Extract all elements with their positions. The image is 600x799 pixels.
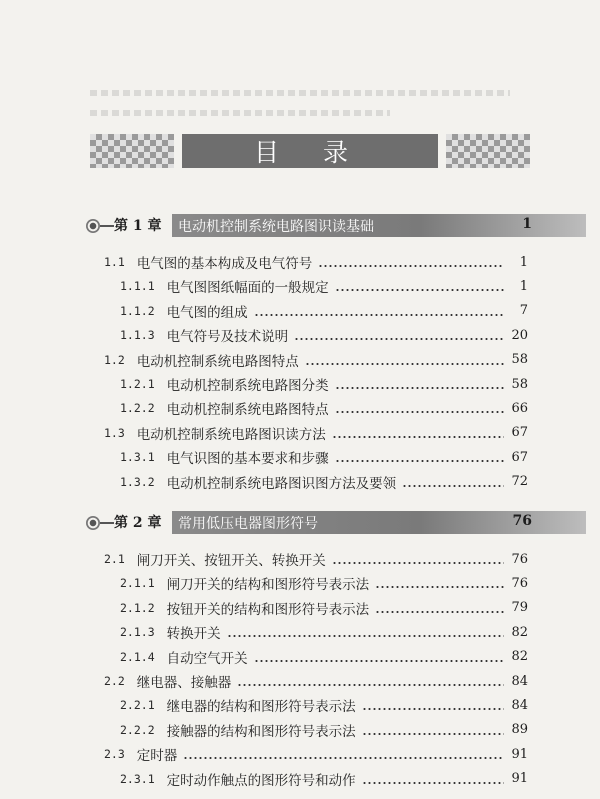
toc-subsection	[120, 769, 528, 789]
toc-subsection	[120, 447, 528, 467]
toc-subsection-number: 1.3.1	[120, 450, 155, 465]
toc-section-title: 电动机控制系统电路图识读方法	[136, 426, 326, 443]
dot-leader	[254, 314, 504, 316]
toc-section-title: 定时器	[136, 748, 178, 765]
toc-subsection-title: 按钮开关的结构和图形符号表示法	[166, 601, 370, 618]
toc-subsection-page: 82	[511, 649, 528, 665]
toc-subsection	[120, 573, 528, 593]
toc-title-band	[90, 134, 530, 168]
toc-subsection-page: 66	[511, 400, 528, 416]
toc-subsection-number: 1.2.2	[120, 401, 155, 416]
dot-leader	[227, 635, 504, 637]
toc-section-number: 1.2	[104, 352, 125, 367]
dot-leader	[318, 265, 504, 267]
toc-subsection	[120, 276, 528, 296]
toc-section-page: 76	[511, 551, 528, 567]
toc-subsection-title: 转换开关	[166, 626, 221, 643]
toc-subsection	[120, 301, 528, 321]
dot-leader	[335, 460, 504, 462]
dot-leader	[335, 411, 504, 413]
toc-subsection-number: 2.3.1	[120, 771, 155, 786]
toc-subsection-number: 1.3.2	[120, 474, 155, 489]
chapter-title: 常用低压电器图形符号	[172, 511, 586, 534]
toc-section-number: 1.1	[104, 255, 125, 269]
toc-subsection	[120, 325, 528, 345]
toc-section-number: 2.3	[104, 747, 125, 762]
toc-section-title: 闸刀开关、按钮开关、转换开关	[136, 553, 326, 569]
dot-leader	[305, 363, 504, 365]
toc-section	[104, 252, 528, 272]
toc-subsection-page: 58	[511, 376, 528, 392]
toc-subsection	[120, 720, 528, 740]
chapter-label: 第 1 章	[114, 218, 162, 234]
toc-section-page: 67	[511, 425, 528, 441]
dot-leader	[254, 660, 504, 662]
toc-subsection-page: 72	[511, 474, 528, 490]
bleed-through-text	[90, 110, 390, 116]
toc-section-number: 2.1	[104, 552, 125, 566]
toc-subsection-title: 电气图的组成	[166, 304, 248, 321]
dot-leader	[332, 562, 504, 564]
toc-subsection-title: 电动机控制系统电路图识图方法及要领	[166, 475, 397, 492]
dot-leader	[375, 586, 504, 588]
toc-subsection	[120, 622, 528, 642]
toc-section-number: 1.3	[104, 425, 125, 440]
toc-subsection-title: 闸刀开关的结构和图形符号表示法	[166, 577, 370, 594]
toc-subsection	[120, 647, 528, 667]
chapter-title: 电动机控制系统电路图识读基础	[172, 214, 586, 237]
toc-subsection-title: 电动机控制系统电路图特点	[166, 402, 329, 419]
toc-subsection-title: 接触器的结构和图形符号表示法	[166, 723, 356, 740]
toc-subsection-title: 电气符号及技术说明	[166, 329, 289, 346]
toc-subsection-title: 电气图图纸幅面的一般规定	[166, 280, 329, 297]
toc-subsection-number: 2.1.3	[120, 625, 155, 640]
toc-subsection-number: 1.1.2	[120, 303, 155, 318]
dot-leader	[332, 436, 504, 438]
toc-section	[104, 423, 528, 443]
toc-subsection-page: 82	[511, 624, 528, 640]
toc-subsection-page: 89	[511, 722, 528, 738]
toc-subsection-page: 76	[511, 575, 528, 591]
toc-subsection-title: 自动空气开关	[166, 650, 248, 667]
toc-section-title: 电动机控制系统电路图特点	[136, 353, 299, 370]
toc-subsection-page: 67	[511, 449, 528, 465]
chapter-label: 第 2 章	[114, 515, 162, 531]
toc-title: 目 录	[182, 134, 438, 168]
toc-subsection-page: 79	[511, 600, 528, 616]
dot-leader	[375, 611, 504, 613]
toc-subsection-number: 2.2.1	[120, 698, 155, 713]
chapter-heading	[86, 214, 532, 238]
chapter-heading	[86, 511, 532, 535]
toc-section-title: 电气图的基本构成及电气符号	[136, 256, 313, 272]
toc-subsection-title: 电动机控制系统电路图分类	[166, 378, 329, 394]
chapter-bullet-icon	[86, 219, 100, 233]
toc-section	[104, 549, 528, 569]
toc-subsection-number: 2.1.1	[120, 576, 155, 591]
chapter-page: 1	[522, 216, 532, 232]
dot-leader	[183, 757, 504, 759]
toc-section-page: 1	[519, 254, 528, 270]
dot-leader	[362, 782, 504, 784]
toc-subsection-page: 20	[511, 327, 528, 343]
toc-subsection-number: 1.1.1	[120, 279, 155, 294]
toc-subsection-title: 电气识图的基本要求和步骤	[166, 451, 329, 468]
toc-subsection	[120, 598, 528, 618]
dot-leader	[335, 289, 504, 291]
toc-subsection	[120, 472, 528, 492]
dot-leader	[402, 485, 504, 487]
toc-subsection-page: 91	[511, 771, 528, 787]
toc-section-page: 84	[511, 673, 528, 689]
chapter-connector-line	[100, 522, 114, 524]
toc-subsection-page: 7	[519, 303, 528, 319]
dot-leader	[294, 338, 504, 340]
chapter-bullet-icon	[86, 516, 100, 530]
dot-leader	[237, 684, 504, 686]
bleed-through-text	[90, 90, 510, 96]
toc-section-number: 2.2	[104, 674, 125, 688]
toc-subsection-page: 1	[519, 278, 528, 294]
toc-subsection-page: 84	[511, 697, 528, 713]
toc-subsection-number: 2.1.4	[120, 649, 155, 664]
checker-pattern-right	[446, 134, 530, 168]
dot-leader	[362, 733, 504, 735]
toc-subsection-number: 1.2.1	[120, 377, 155, 391]
chapter-connector-line	[100, 225, 114, 227]
chapter-page: 76	[512, 513, 532, 529]
toc-subsection	[120, 374, 528, 394]
toc-section-page: 91	[511, 746, 528, 762]
toc-section	[104, 671, 528, 691]
toc-section-page: 58	[511, 352, 528, 368]
toc-section-title: 继电器、接触器	[136, 675, 232, 691]
toc-subsection-number: 2.1.2	[120, 600, 155, 615]
toc-subsection	[120, 695, 528, 715]
dot-leader	[335, 387, 504, 389]
checker-pattern-left	[90, 134, 174, 168]
toc-subsection	[120, 398, 528, 418]
toc-subsection-number: 2.2.2	[120, 722, 155, 737]
toc-subsection-title: 继电器的结构和图形符号表示法	[166, 699, 356, 716]
toc-section	[104, 744, 528, 764]
toc-section	[104, 350, 528, 370]
toc-subsection-title: 定时动作触点的图形符号和动作	[166, 772, 356, 789]
toc-subsection-number: 1.1.3	[120, 328, 155, 343]
dot-leader	[362, 708, 504, 710]
